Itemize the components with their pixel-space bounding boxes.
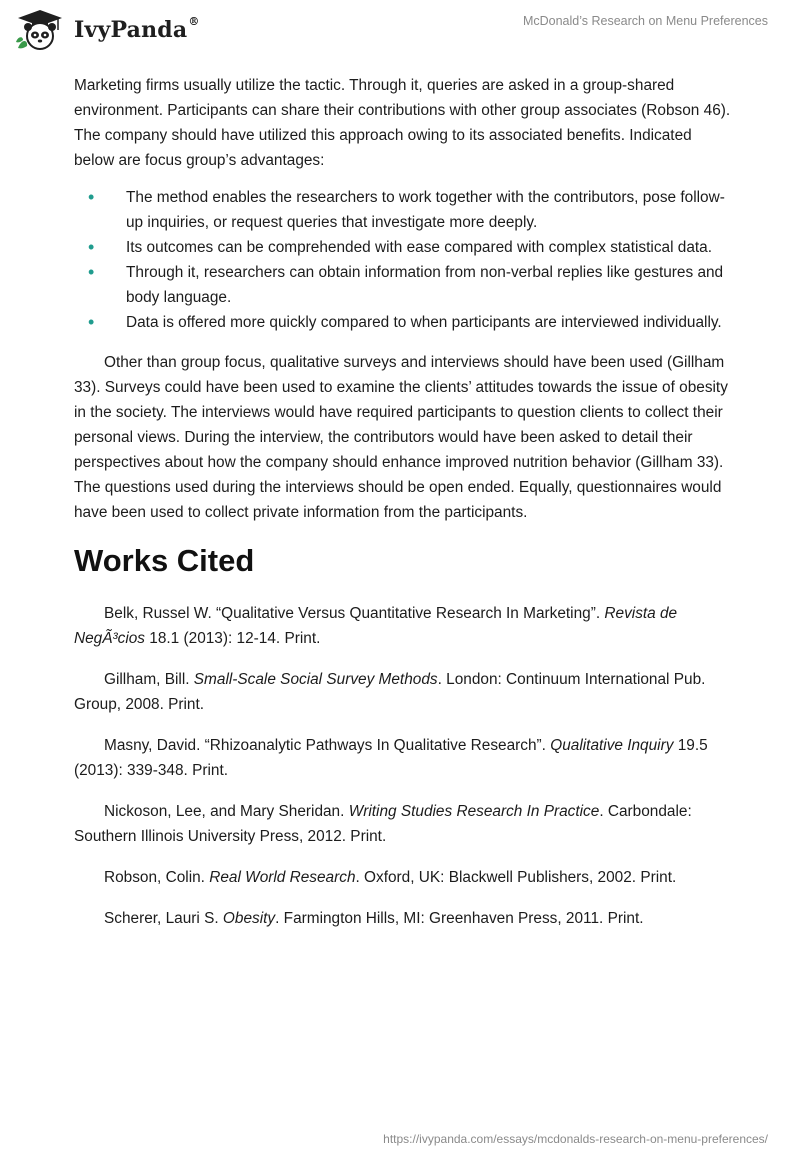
- bullet-dot-icon: •: [88, 262, 95, 282]
- panda-graduate-icon: [14, 8, 66, 52]
- essay-content: [74, 73, 734, 947]
- citation-entry: Scherer, Lauri S. Obesity. Farmington Hills, MI: Greenhaven Press, 2011. Print.: [104, 910, 644, 927]
- source-url-link[interactable]: https://ivypanda.com/essays/mcdonalds-research-on-menu-preferences/: [383, 1132, 768, 1146]
- advantages-list: [74, 185, 734, 335]
- citation-entry: Gillham, Bill. Small-Scale Social Survey Methods. London: Continuum International Pub. Group, 2008. Print.: [74, 671, 706, 713]
- brand-logo[interactable]: [14, 8, 200, 52]
- list-item: • Its outcomes can be comprehended with ease compared with complex statistical data.: [74, 235, 734, 260]
- running-title: McDonald’s Research on Menu Preferences: [522, 14, 768, 28]
- bullet-dot-icon: •: [88, 237, 95, 257]
- works-cited-heading: Works Cited: [74, 543, 255, 578]
- list-item: • Data is offered more quickly compared to when participants are interviewed individually.: [74, 310, 734, 335]
- citation-entry: Belk, Russel W. “Qualitative Versus Quantitative Research In Marketing”. Revista de NegÃ³cios 18.1 (2013): 12-14. Print.: [74, 605, 678, 647]
- intro-paragraph: Marketing firms usually utilize the tactic. Through it, queries are asked in a group-shared environment. Participants can share their contributions with other group associates (Robson 46). The company should have utilized this approach owing to its associated benefits. Indicated below are focus group’s advantages:: [74, 77, 731, 169]
- citation-entry: Masny, David. “Rhizoanalytic Pathways In Qualitative Research”. Qualitative Inquiry 19.5 (2013): 339-348. Print.: [74, 737, 708, 779]
- bullet-dot-icon: •: [88, 312, 95, 332]
- brand-name: IvyPanda®: [74, 15, 200, 43]
- list-item: • Through it, researchers can obtain information from non-verbal replies like gestures and body language.: [88, 262, 724, 306]
- citation-entry: Robson, Colin. Real World Research. Oxford, UK: Blackwell Publishers, 2002. Print.: [104, 869, 677, 886]
- page-header: [0, 0, 800, 62]
- list-item: • The method enables the researchers to work together with the contributors, pose follow-up inquiries, or request queries that investigate more deeply.: [88, 187, 725, 231]
- citation-entry: Nickoson, Lee, and Mary Sheridan. Writing Studies Research In Practice. Carbondale: Southern Illinois University Press, 2012. Print.: [74, 803, 692, 845]
- body-paragraph: Other than group focus, qualitative surveys and interviews should have been used (Gillham 33). Surveys could have been used to examine the clients’ attitudes towards the issue of obesity in the society. The interviews would have required participants to question clients to collect their personal views. During the interview, the contributors would have been asked to detail their perspectives about how the company should enhance improved nutrition behavior (Gillham 33). The questions used during the interviews should be open ended. Equally, questionnaires would have been used to collect private information from the participants.: [74, 354, 728, 521]
- bullet-dot-icon: •: [88, 187, 95, 207]
